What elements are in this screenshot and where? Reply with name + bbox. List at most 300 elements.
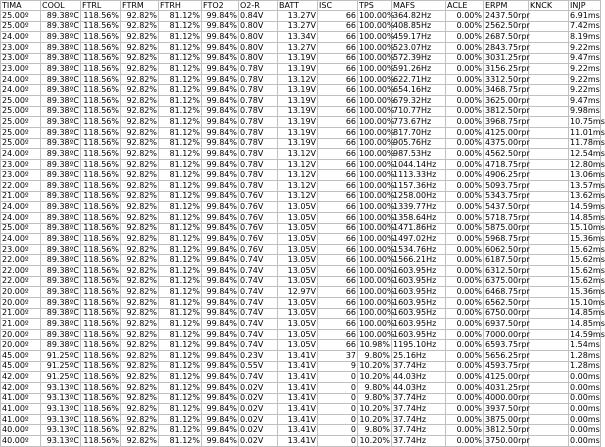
cell-acle[interactable]: 0.00% [446,117,484,128]
cell-mafs[interactable]: 37.74Hz [392,393,446,404]
cell-fto2[interactable]: 99.84% [202,414,239,425]
cell-mafs[interactable]: 37.74Hz [392,361,446,372]
cell-ftrm[interactable]: 92.82% [121,382,159,393]
table-row[interactable] [1,149,601,160]
cell-tima[interactable]: 40.00º [1,425,41,436]
cell-injp[interactable]: 9.98ms [570,106,600,116]
cell-knck[interactable] [529,53,569,64]
cell-ftrm[interactable]: 92.82% [121,64,159,75]
cell-knck[interactable] [529,64,569,75]
cell-tima[interactable]: 25.00º [1,96,41,107]
cell-isc[interactable]: 9 [318,361,358,372]
cell-tima[interactable]: 24.00º [1,234,41,245]
cell-acle[interactable]: 0.00% [446,319,484,330]
column-header[interactable]: INJP [569,1,601,11]
cell-erpm[interactable]: 2843.75rpr [485,42,530,52]
cell-mafs[interactable]: 37.74Hz [392,414,446,425]
cell-cool[interactable]: 93.13ºC [41,425,81,436]
cell-o2-r[interactable]: 0.78V [239,159,278,170]
cell-tima[interactable]: 21.00º [1,319,41,330]
cell-ftrl[interactable]: 118.56% [81,351,121,362]
cell-knck[interactable] [529,127,569,138]
cell-o2-r[interactable]: 0.74V [239,372,278,383]
cell-mafs[interactable]: 773.67Hz [392,117,446,128]
cell-acle[interactable]: 0.00% [446,393,484,404]
cell-o2-r[interactable]: 0.76V [239,244,278,255]
cell-acle[interactable]: 0.00% [446,276,484,287]
cell-fto2[interactable]: 99.84% [202,53,239,64]
cell-ftrm[interactable]: 92.82% [121,414,159,425]
cell-injp[interactable]: 12.80ms [570,159,605,169]
cell-knck[interactable] [529,181,569,192]
cell-tima[interactable]: 25.00º [1,223,41,234]
cell-erpm[interactable]: 4125.00rpr [485,372,530,382]
cell-isc[interactable]: 66 [318,202,358,213]
table-row[interactable] [1,340,601,351]
cell-mafs[interactable]: 44.03Hz [392,372,446,383]
cell-ftrl[interactable]: 118.56% [81,53,121,64]
cell-erpm[interactable]: 5343.75rpr [485,191,530,201]
cell-ftrl[interactable]: 118.56% [81,138,121,149]
cell-tps[interactable]: 9.80% [358,351,392,362]
cell-acle[interactable]: 0.00% [446,382,484,393]
cell-acle[interactable]: 0.00% [446,53,484,64]
cell-knck[interactable] [529,276,569,287]
cell-fto2[interactable]: 99.84% [202,223,239,234]
cell-ftrh[interactable]: 81.12% [159,181,202,192]
cell-mafs[interactable]: 1471.86Hz [392,223,446,234]
column-header[interactable]: BATT [278,1,318,11]
cell-injp[interactable]: 15.62ms [570,255,605,265]
cell-isc[interactable]: 66 [318,159,358,170]
table-row[interactable] [1,181,601,192]
cell-ftrl[interactable]: 118.56% [81,340,121,351]
cell-ftrl[interactable]: 118.56% [81,106,121,117]
cell-injp[interactable]: 13.06ms [570,170,605,180]
cell-tps[interactable]: 10.20% [359,361,390,371]
cell-tima[interactable]: 25.00º [1,11,41,22]
cell-erpm[interactable]: 5968.75rpr [485,233,530,243]
cell-ftrm[interactable]: 92.82% [121,53,159,64]
cell-tps[interactable]: 100.00% [359,117,395,127]
cell-ftrl[interactable]: 118.56% [81,414,121,425]
cell-o2-r[interactable]: 0.02V [239,425,278,436]
cell-batt[interactable]: 13.05V [278,223,318,234]
cell-tima[interactable]: 42.00º [1,372,41,383]
cell-batt[interactable]: 13.05V [278,255,318,266]
cell-ftrh[interactable]: 81.12% [159,212,202,223]
cell-ftrm[interactable]: 92.82% [121,393,159,404]
cell-o2-r[interactable]: 0.74V [239,276,278,287]
cell-ftrm[interactable]: 92.82% [121,32,159,43]
cell-cool[interactable]: 89.38ºC [41,106,81,117]
cell-tps[interactable]: 10.20% [359,403,390,413]
cell-ftrl[interactable]: 118.56% [81,361,121,372]
cell-ftrh[interactable]: 81.12% [159,414,202,425]
cell-acle[interactable]: 0.00% [446,414,484,425]
cell-knck[interactable] [529,372,569,383]
cell-knck[interactable] [529,234,569,245]
cell-acle[interactable]: 0.00% [446,425,484,436]
cell-knck[interactable] [529,351,569,362]
cell-isc[interactable]: 66 [318,319,358,330]
cell-o2-r[interactable]: 0.76V [239,223,278,234]
cell-ftrm[interactable]: 92.82% [121,234,159,245]
cell-tima[interactable]: 45.00º [1,361,41,372]
cell-batt[interactable]: 13.19V [278,53,318,64]
cell-erpm[interactable]: 6593.75rpr [485,340,530,350]
cell-isc[interactable]: 66 [318,276,358,287]
cell-acle[interactable]: 0.00% [446,287,484,298]
cell-erpm[interactable]: 2562.50rpr [485,21,530,31]
cell-fto2[interactable]: 99.84% [202,85,239,96]
cell-cool[interactable]: 91.25ºC [41,351,81,362]
cell-fto2[interactable]: 99.84% [202,202,239,213]
cell-cool[interactable]: 89.38ºC [41,234,81,245]
cell-knck[interactable] [529,255,569,266]
cell-ftrm[interactable]: 92.82% [121,266,159,277]
cell-o2-r[interactable]: 0.76V [239,202,278,213]
cell-ftrm[interactable]: 92.82% [121,11,159,22]
cell-ftrl[interactable]: 118.56% [81,255,121,266]
cell-injp[interactable]: 1.28ms [570,350,600,360]
cell-tps[interactable]: 100.00% [359,106,395,116]
cell-cool[interactable]: 89.38ºC [41,64,81,75]
cell-cool[interactable]: 89.38ºC [41,74,81,85]
cell-cool[interactable]: 89.38ºC [41,159,81,170]
cell-fto2[interactable]: 99.84% [202,212,239,223]
cell-tps[interactable]: 100.00% [359,180,395,190]
cell-o2-r[interactable]: 0.78V [239,127,278,138]
cell-cool[interactable]: 89.38ºC [41,117,81,128]
table-row[interactable] [1,202,601,213]
cell-injp[interactable]: 15.10ms [570,297,605,307]
cell-tima[interactable]: 20.00º [1,340,41,351]
cell-isc[interactable]: 66 [318,117,358,128]
cell-ftrh[interactable]: 81.12% [159,170,202,181]
cell-o2-r[interactable]: 0.78V [239,74,278,85]
cell-erpm[interactable]: 3875.00rpr [485,414,530,424]
cell-acle[interactable]: 0.00% [446,42,484,53]
cell-tps[interactable]: 9.80% [358,425,392,436]
cell-erpm[interactable]: 6750.00rpr [485,308,530,318]
table-row[interactable] [1,11,601,22]
cell-erpm[interactable]: 4562.50rpr [485,148,530,158]
cell-ftrh[interactable]: 81.12% [159,85,202,96]
cell-fto2[interactable]: 99.84% [202,64,239,75]
cell-ftrm[interactable]: 92.82% [121,436,159,447]
cell-ftrm[interactable]: 92.82% [121,149,159,160]
cell-fto2[interactable]: 99.84% [202,32,239,43]
cell-batt[interactable]: 13.41V [278,404,318,415]
cell-tima[interactable]: 22.00º [1,181,41,192]
table-row[interactable] [1,170,601,181]
cell-mafs[interactable]: 523.07Hz [392,42,446,53]
cell-cool[interactable]: 93.13ºC [41,393,81,404]
cell-mafs[interactable]: 905.76Hz [392,138,446,149]
cell-fto2[interactable]: 99.84% [202,42,239,53]
cell-acle[interactable]: 0.00% [446,297,484,308]
cell-batt[interactable]: 13.12V [278,149,318,160]
cell-tima[interactable]: 25.00º [1,117,41,128]
cell-fto2[interactable]: 99.84% [202,266,239,277]
cell-fto2[interactable]: 99.84% [202,234,239,245]
cell-batt[interactable]: 13.19V [278,85,318,96]
cell-injp[interactable]: 14.85ms [570,318,605,328]
table-row[interactable] [1,106,601,117]
cell-injp[interactable]: 0.00ms [570,425,600,435]
cell-ftrh[interactable]: 81.12% [159,319,202,330]
cell-erpm[interactable]: 4375.00rpr [485,138,530,148]
table-row[interactable] [1,382,601,393]
cell-cool[interactable]: 91.25ºC [41,361,81,372]
cell-injp[interactable]: 7.42ms [570,21,600,31]
cell-ftrh[interactable]: 81.12% [159,393,202,404]
cell-ftrm[interactable]: 92.82% [121,223,159,234]
table-row[interactable] [1,212,601,223]
cell-ftrm[interactable]: 92.82% [121,181,159,192]
cell-ftrm[interactable]: 92.82% [121,308,159,319]
cell-o2-r[interactable]: 0.78V [239,138,278,149]
cell-mafs[interactable]: 1195.10Hz [392,340,446,351]
cell-o2-r[interactable]: 0.23V [239,351,278,362]
cell-tps[interactable]: 100.00% [359,53,395,63]
cell-ftrm[interactable]: 92.82% [121,340,159,351]
cell-isc[interactable]: 66 [318,96,358,107]
cell-ftrm[interactable]: 92.82% [121,138,159,149]
cell-tima[interactable]: 45.00º [1,351,41,362]
cell-tima[interactable]: 22.00º [1,276,41,287]
cell-cool[interactable]: 89.38ºC [41,11,81,22]
cell-tima[interactable]: 25.00º [1,106,41,117]
cell-tima[interactable]: 23.00º [1,170,41,181]
cell-isc[interactable]: 0 [318,404,358,415]
cell-mafs[interactable]: 987.53Hz [392,149,446,160]
cell-fto2[interactable]: 99.84% [202,372,239,383]
cell-ftrm[interactable]: 92.82% [121,202,159,213]
cell-cool[interactable]: 89.38ºC [41,297,81,308]
cell-batt[interactable]: 13.19V [278,127,318,138]
cell-injp[interactable]: 0.00ms [570,382,600,392]
cell-erpm[interactable]: 4125.00rpr [485,127,530,137]
cell-ftrm[interactable]: 92.82% [121,170,159,181]
cell-erpm[interactable]: 6937.50rpr [485,318,530,328]
cell-isc[interactable]: 66 [318,21,358,32]
cell-mafs[interactable]: 1157.36Hz [392,181,446,192]
cell-tps[interactable]: 100.00% [359,32,395,42]
cell-fto2[interactable]: 99.84% [202,11,239,22]
cell-isc[interactable]: 0 [318,414,358,425]
cell-isc[interactable]: 0 [318,425,358,436]
cell-o2-r[interactable]: 0.78V [239,117,278,128]
cell-ftrh[interactable]: 81.12% [159,404,202,415]
cell-tima[interactable]: 24.00º [1,149,41,160]
cell-tps[interactable]: 100.00% [359,148,395,158]
cell-ftrl[interactable]: 118.56% [81,181,121,192]
cell-acle[interactable]: 0.00% [446,372,484,383]
column-header[interactable]: TIMA [1,1,41,11]
cell-ftrm[interactable]: 92.82% [121,212,159,223]
cell-fto2[interactable]: 99.84% [202,287,239,298]
cell-cool[interactable]: 89.38ºC [41,212,81,223]
table-row[interactable] [1,42,601,53]
cell-ftrh[interactable]: 81.12% [159,425,202,436]
cell-knck[interactable] [529,106,569,117]
cell-batt[interactable]: 13.41V [278,372,318,383]
cell-tima[interactable]: 25.00º [1,138,41,149]
cell-knck[interactable] [529,85,569,96]
cell-acle[interactable]: 0.00% [446,181,484,192]
cell-tps[interactable]: 100.00% [359,265,395,275]
cell-isc[interactable]: 66 [318,181,358,192]
cell-cool[interactable]: 89.38ºC [41,276,81,287]
cell-mafs[interactable]: 25.16Hz [392,351,446,362]
cell-ftrl[interactable]: 118.56% [81,96,121,107]
cell-cool[interactable]: 93.13ºC [41,404,81,415]
cell-isc[interactable]: 66 [318,255,358,266]
cell-tps[interactable]: 100.00% [359,42,395,52]
cell-ftrh[interactable]: 81.12% [159,287,202,298]
cell-ftrh[interactable]: 81.12% [159,297,202,308]
cell-tima[interactable]: 20.00º [1,297,41,308]
cell-ftrl[interactable]: 118.56% [81,74,121,85]
cell-o2-r[interactable]: 0.80V [239,32,278,43]
cell-tima[interactable]: 40.00º [1,436,41,447]
cell-mafs[interactable]: 1603.95Hz [392,319,446,330]
cell-isc[interactable]: 66 [318,308,358,319]
cell-mafs[interactable]: 37.74Hz [392,436,446,447]
cell-ftrm[interactable]: 92.82% [121,287,159,298]
cell-o2-r[interactable]: 0.74V [239,308,278,319]
cell-acle[interactable]: 0.00% [446,21,484,32]
column-header[interactable]: ERPM [484,1,529,11]
cell-cool[interactable]: 93.13ºC [41,414,81,425]
cell-cool[interactable]: 89.38ºC [41,96,81,107]
column-header[interactable]: TPS [358,1,392,11]
cell-batt[interactable]: 12.97V [278,287,318,298]
cell-erpm[interactable]: 4000.00rpr [485,393,530,403]
table-row[interactable] [1,414,601,425]
cell-isc[interactable]: 66 [318,329,358,340]
cell-erpm[interactable]: 3312.50rpr [485,74,530,84]
cell-batt[interactable]: 13.41V [278,414,318,425]
cell-o2-r[interactable]: 0.02V [239,436,278,447]
cell-ftrh[interactable]: 81.12% [159,340,202,351]
cell-knck[interactable] [529,287,569,298]
cell-acle[interactable]: 0.00% [446,255,484,266]
cell-ftrh[interactable]: 81.12% [159,149,202,160]
cell-cool[interactable]: 89.38ºC [41,266,81,277]
cell-injp[interactable]: 11.01ms [570,127,605,137]
cell-erpm[interactable]: 5718.75rpr [485,212,530,222]
cell-ftrh[interactable]: 81.12% [159,74,202,85]
cell-ftrm[interactable]: 92.82% [121,159,159,170]
cell-cool[interactable]: 89.38ºC [41,181,81,192]
cell-fto2[interactable]: 99.84% [202,276,239,287]
cell-acle[interactable]: 0.00% [446,191,484,202]
cell-cool[interactable]: 89.38ºC [41,202,81,213]
cell-acle[interactable]: 0.00% [446,329,484,340]
cell-ftrm[interactable]: 92.82% [121,42,159,53]
cell-tps[interactable]: 10.20% [359,414,390,424]
cell-tima[interactable]: 20.00º [1,329,41,340]
cell-tps[interactable]: 100.00% [359,10,395,20]
cell-ftrl[interactable]: 118.56% [81,127,121,138]
cell-o2-r[interactable]: 0.55V [239,361,278,372]
cell-fto2[interactable]: 99.84% [202,404,239,415]
cell-ftrl[interactable]: 118.56% [81,276,121,287]
cell-tima[interactable]: 21.00º [1,308,41,319]
cell-o2-r[interactable]: 0.74V [239,329,278,340]
cell-acle[interactable]: 0.00% [446,202,484,213]
cell-ftrh[interactable]: 81.12% [159,361,202,372]
cell-injp[interactable]: 13.62ms [570,191,605,201]
cell-erpm[interactable]: 4906.25rpr [485,170,530,180]
cell-knck[interactable] [529,436,569,447]
table-row[interactable] [1,234,601,245]
column-header[interactable]: O2-R [239,1,278,11]
column-header[interactable]: MAFS [392,1,446,11]
cell-batt[interactable]: 13.05V [278,276,318,287]
cell-knck[interactable] [529,382,569,393]
cell-ftrm[interactable]: 92.82% [121,21,159,32]
cell-knck[interactable] [529,223,569,234]
cell-tps[interactable]: 100.00% [359,287,395,297]
cell-acle[interactable]: 0.00% [446,361,484,372]
cell-ftrl[interactable]: 118.56% [81,159,121,170]
cell-erpm[interactable]: 5656.25rpr [485,350,530,360]
cell-isc[interactable]: 66 [318,149,358,160]
cell-ftrl[interactable]: 118.56% [81,85,121,96]
cell-injp[interactable]: 9.22ms [570,74,600,84]
cell-mafs[interactable]: 591.26Hz [392,64,446,75]
cell-ftrl[interactable]: 118.56% [81,308,121,319]
cell-mafs[interactable]: 1258.00Hz [392,191,446,202]
cell-fto2[interactable]: 99.84% [202,382,239,393]
cell-tps[interactable]: 100.00% [359,308,395,318]
table-row[interactable] [1,127,601,138]
cell-knck[interactable] [529,319,569,330]
cell-ftrl[interactable]: 118.56% [81,425,121,436]
cell-acle[interactable]: 0.00% [446,74,484,85]
cell-batt[interactable]: 13.34V [278,32,318,43]
cell-ftrh[interactable]: 81.12% [159,266,202,277]
cell-isc[interactable]: 0 [318,393,358,404]
cell-acle[interactable]: 0.00% [446,138,484,149]
cell-ftrm[interactable]: 92.82% [121,351,159,362]
cell-ftrm[interactable]: 92.82% [121,96,159,107]
table-row[interactable] [1,85,601,96]
cell-injp[interactable]: 14.59ms [570,329,605,339]
cell-acle[interactable]: 0.00% [446,223,484,234]
cell-fto2[interactable]: 99.84% [202,138,239,149]
cell-knck[interactable] [529,138,569,149]
cell-ftrl[interactable]: 118.56% [81,32,121,43]
column-header[interactable]: FTO2 [202,1,239,11]
cell-fto2[interactable]: 99.84% [202,191,239,202]
cell-isc[interactable]: 66 [318,340,358,351]
cell-o2-r[interactable]: 0.74V [239,255,278,266]
cell-injp[interactable]: 0.00ms [570,436,600,445]
cell-ftrm[interactable]: 92.82% [121,297,159,308]
cell-fto2[interactable]: 99.84% [202,255,239,266]
cell-acle[interactable]: 0.00% [446,96,484,107]
cell-isc[interactable]: 66 [318,64,358,75]
cell-tps[interactable]: 100.00% [359,74,395,84]
column-header[interactable]: FTRH [159,1,202,11]
cell-ftrl[interactable]: 118.56% [81,202,121,213]
cell-tima[interactable]: 23.00º [1,244,41,255]
